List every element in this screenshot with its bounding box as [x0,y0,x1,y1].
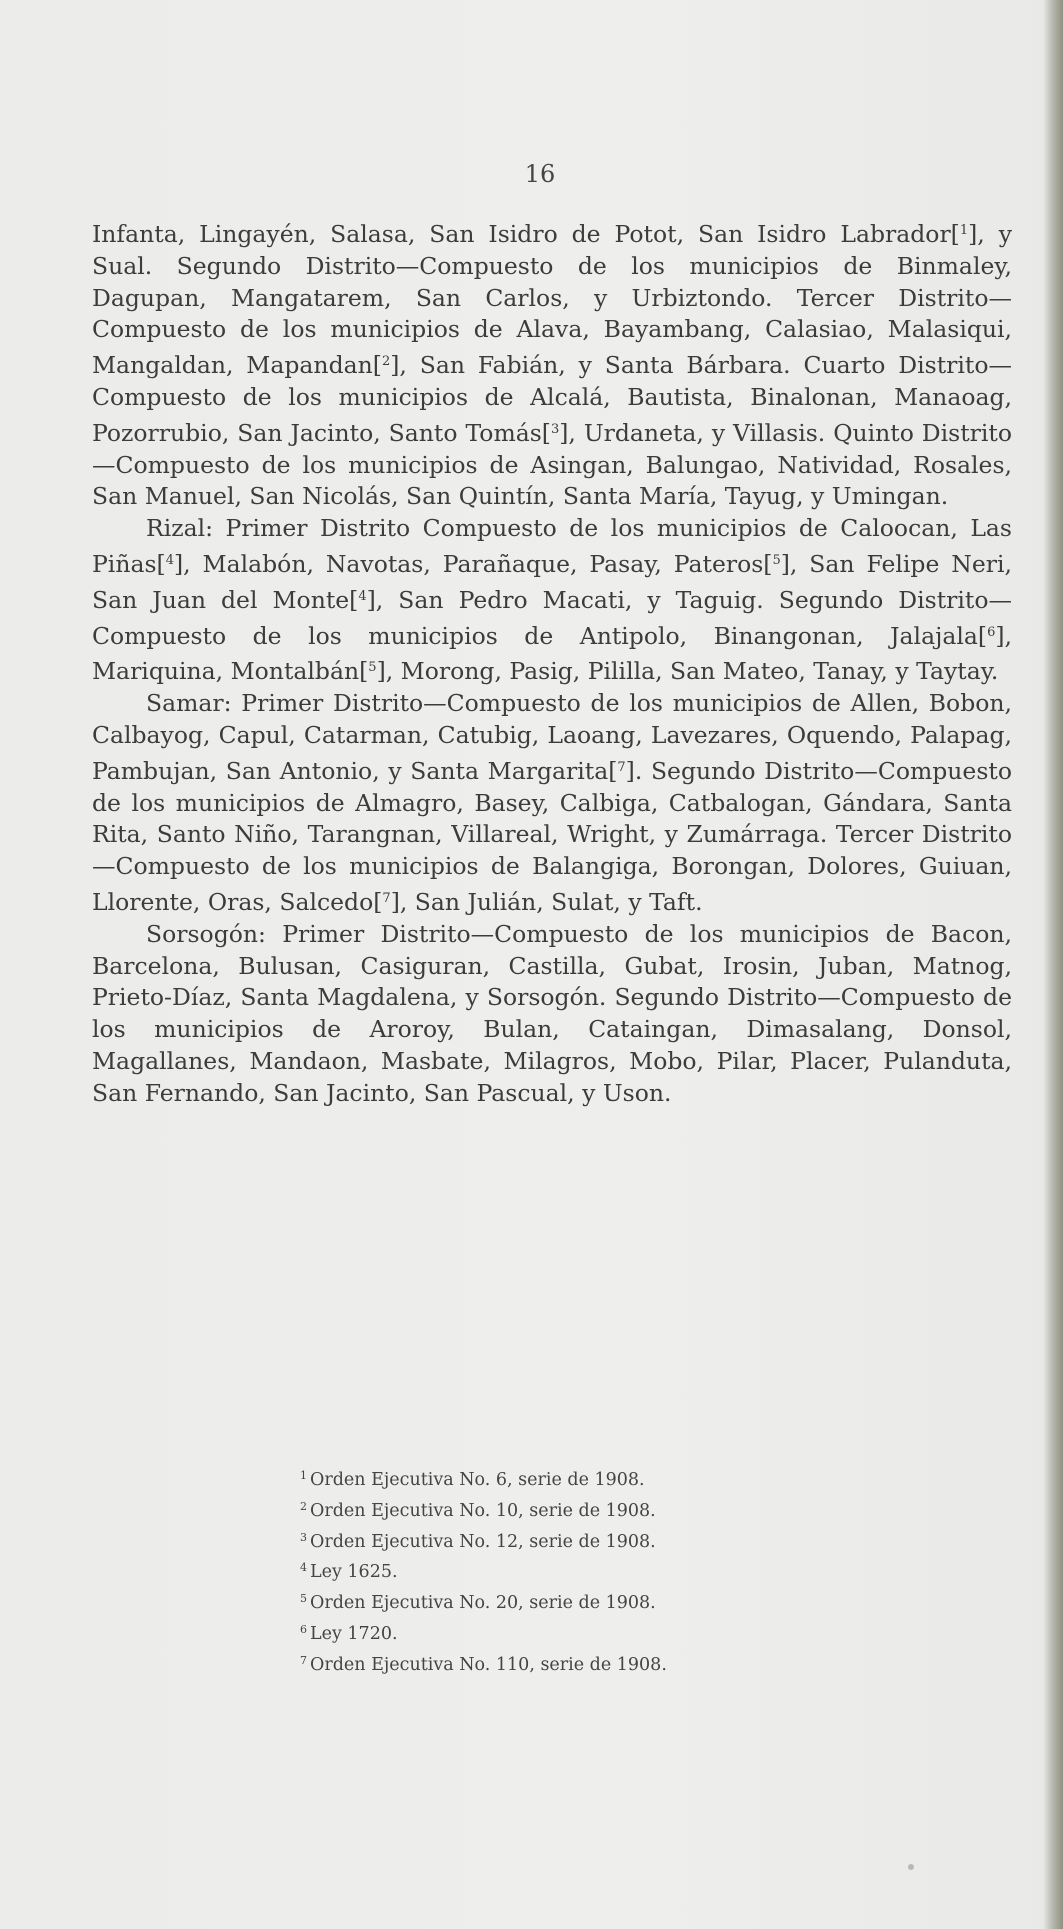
footnote-reference: 2 [381,354,391,370]
paragraph [92,919,1012,1110]
footnote-text: Orden Ejecutiva No. 12, serie de 1908. [310,1531,656,1552]
footnote-reference: 5 [368,660,377,676]
footnote [300,1525,820,1556]
paragraph [92,513,1012,688]
paragraph-text: ], San Pedro Macati, y Taguig. Segundo Distrito—Compuesto de los municipios de Antipolo, Binangonan, Jalajala[ [92,585,1013,650]
paragraph-text: Infanta, Lingayén, Salasa, San Isidro de Potot, San Isidro Labrador[ [92,220,960,248]
footnote [300,1463,820,1494]
footnote-text: Orden Ejecutiva No. 110, serie de 1908. [310,1654,667,1675]
footnote-mark: 7 [300,1653,307,1667]
paragraph [92,215,1012,513]
footnote-mark: 4 [300,1561,307,1575]
footnote [300,1648,820,1679]
paragraph-text: ], San Felipe Neri, San Juan del Monte[ [92,549,1012,614]
paragraph-text: Samar: Primer Distrito—Compuesto de los municipios de Allen, Bobon, Calbayog, Capul, Catarman, Catubig, Laoang, Lavezares, Oquendo, Palapag, Pambujan, San Antonio, y Santa Margarita[ [92,689,1012,785]
paragraph-text: ]. Segundo Distrito—Compuesto de los municipios de Almagro, Basey, Calbiga, Catbalogan, Gándara, Santa Rita, Santo Niño, Tarangnan, Villareal, Wright, y Zumárraga. Tercer Distrito—Compuesto de los municipios de Balangiga, Borongan, Dolores, Guiuan, Llorente, Oras, Salcedo[ [92,756,1012,916]
footnote [300,1617,820,1648]
footnote-reference: 7 [617,759,626,775]
body-text [92,215,1012,1110]
paragraph [92,688,1012,919]
paragraph-text: Rizal: Primer Distrito Compuesto de los municipios de Caloocan, Las Piñas[ [92,514,1012,578]
footnote-mark: 6 [300,1622,307,1636]
footnote-reference: 6 [987,624,996,640]
paragraph-text: ], San Fabián, y Santa Bárbara. Cuarto Distrito—Compuesto de los municipios de Alcalá, Bautista, Binalonan, Manaoag, Pozorrubio, San Jacinto, Santo Tomás[ [92,351,1012,447]
footnote-reference: 4 [165,552,174,568]
footnote-mark: 1 [300,1469,307,1482]
footnote-mark: 2 [300,1499,307,1513]
footnote-reference: 7 [382,890,391,906]
footnote [300,1494,820,1525]
paragraph-text: ], Morong, Pasig, Pililla, San Mateo, Tanay, y Taytay. [376,657,999,686]
footnote-reference: 4 [358,588,367,604]
footnote [300,1555,820,1586]
footnote-mark: 3 [300,1530,307,1544]
footnotes [300,1463,820,1679]
footnote-mark: 5 [300,1592,307,1606]
paragraph-text: ], y Sual. Segundo Distrito—Compuesto de los municipios de Binmaley, Dagupan, Mangatarem, San Carlos, y Urbiztondo. Tercer Distrito—Compuesto de los municipios de Alava, Bayambang, Calasiao, Malasiqui, Mangaldan, Mapandan[ [92,220,1012,380]
footnote-text: Orden Ejecutiva No. 6, serie de 1908. [310,1470,645,1490]
footnote-reference: 1 [959,223,969,238]
footnote-text: Orden Ejecutiva No. 10, serie de 1908. [310,1500,656,1521]
paragraph-text: Sorsogón: Primer Distrito—Compuesto de los municipios de Bacon, Barcelona, Bulusan, Casiguran, Castilla, Gubat, Irosin, Juban, Matnog, Prieto-Díaz, Santa Magdalena, y Sorsogón. Segundo Distrito—Compuesto de los municipios de Aroroy, Bulan, Cataingan, Dimasalang, Donsol, Magallanes, Mandaon, Masbate, Milagros, Mobo, Pilar, Placer, Pulanduta, San Fernando, San Jacinto, San Pascual, y Uson. [92,919,1012,1107]
page-number: 16 [524,160,556,188]
footnote [300,1586,820,1617]
footnote-text: Ley 1625. [310,1562,398,1583]
paragraph-text: ], Malabón, Navotas, Parañaque, Pasay, Pateros[ [173,549,773,578]
footnote-text: Orden Ejecutiva No. 20, serie de 1908. [310,1593,656,1614]
footnote-reference: 5 [772,552,781,568]
paragraph-text: ], Urdaneta, y Villasis. Quinto Distrito—Compuesto de los municipios de Asingan, Balungao, Natividad, Rosales, San Manuel, San Nicolás, San Quintín, Santa María, Tayug, y Umingan. [92,418,1012,511]
footnote-text: Ley 1720. [310,1623,398,1644]
paper-speck [908,1864,914,1870]
footnote-reference: 3 [550,421,560,437]
paragraph-text: ], Mariquina, Montalbán[ [92,621,1012,686]
paragraph-text: ], San Julián, Sulat, y Taft. [390,887,703,916]
page-edge-shadow [1043,0,1063,1929]
